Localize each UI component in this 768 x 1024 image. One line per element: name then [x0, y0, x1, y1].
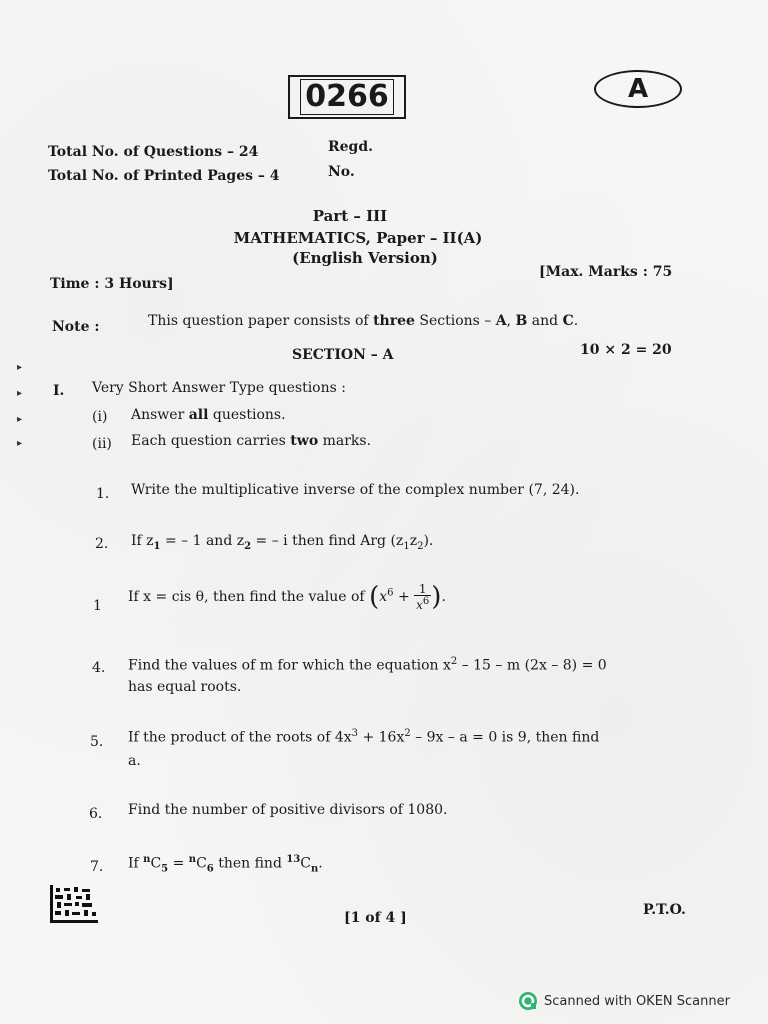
section-title: SECTION – A	[292, 347, 394, 363]
note-text: This question paper consists of three Sections – A, B and C.	[148, 313, 579, 329]
matrix-barcode-icon	[50, 885, 98, 923]
question-group-heading: Very Short Answer Type questions :	[92, 380, 346, 396]
set-label-oval	[594, 70, 682, 108]
pto-label: P.T.O.	[643, 902, 686, 918]
question-4-number: 4.	[92, 660, 106, 676]
version-title: (English Version)	[292, 249, 438, 267]
question-5-text: If the product of the roots of $4x^3 + 16x^2 - 9x - a = 0$ is 9, then find	[128, 728, 600, 746]
scanner-text: Scanned with OKEN Scanner	[544, 993, 730, 1009]
regd-label: Regd.	[328, 139, 373, 155]
note-label: Note :	[52, 319, 100, 335]
question-3-text: If x = cis θ, then find the value of ($x^6$ + $\frac{1}{x^6}$ ).	[128, 582, 446, 612]
question-group-roman: I.	[53, 383, 65, 399]
time-label: Time : 3 Hours]	[50, 276, 174, 292]
scanner-logo-icon	[518, 991, 538, 1011]
section-marks: 10 × 2 = 20	[580, 342, 672, 358]
scanner-watermark	[518, 991, 730, 1011]
paper-code: 0266	[300, 79, 394, 115]
instruction-2-number: (ii)	[92, 436, 112, 452]
question-2-number: 2.	[95, 536, 109, 552]
question-2-text: If $z_1$ = – 1 and $z_2$ = – i then find Arg $(z_1z_2)$.	[131, 533, 434, 552]
margin-mark: ▸	[17, 388, 23, 399]
total-questions: Total No. of Questions – 24	[48, 144, 259, 160]
question-3-number: 1	[93, 598, 102, 614]
instruction-1: Answer all questions.	[131, 407, 286, 423]
question-5-text-line2: a.	[128, 753, 141, 769]
total-pages: Total No. of Printed Pages – 4	[48, 168, 280, 184]
question-6-text: Find the number of positive divisors of 1080.	[128, 802, 448, 818]
subject-title: MATHEMATICS, Paper – II(A)	[233, 229, 483, 247]
margin-mark: ▸	[17, 438, 23, 449]
set-label: A	[627, 74, 649, 104]
question-4-text: Find the values of m for which the equation $x^2 - 15$ – m (2x – 8) = 0	[128, 656, 607, 674]
question-1-number: 1.	[96, 486, 110, 502]
question-1-text: Write the multiplicative inverse of the complex number (7, 24).	[131, 482, 580, 498]
question-6-number: 6.	[89, 806, 103, 822]
question-5-number: 5.	[90, 734, 104, 750]
no-label: No.	[328, 164, 355, 180]
page-indicator: [1 of 4 ]	[344, 910, 407, 926]
question-7-text: If $^nC_5 = ^nC_6$ then find $^{13}C_n$.	[128, 854, 323, 875]
question-4-text-line2: has equal roots.	[128, 679, 242, 695]
instruction-2: Each question carries two marks.	[131, 433, 372, 449]
margin-mark: ▸	[17, 414, 23, 425]
instruction-1-number: (i)	[92, 409, 108, 425]
paper-code-box	[288, 75, 406, 119]
question-7-number: 7.	[90, 859, 104, 875]
max-marks: [Max. Marks : 75	[539, 264, 673, 280]
margin-mark: ▸	[17, 362, 23, 373]
part-title: Part – III	[312, 207, 388, 225]
